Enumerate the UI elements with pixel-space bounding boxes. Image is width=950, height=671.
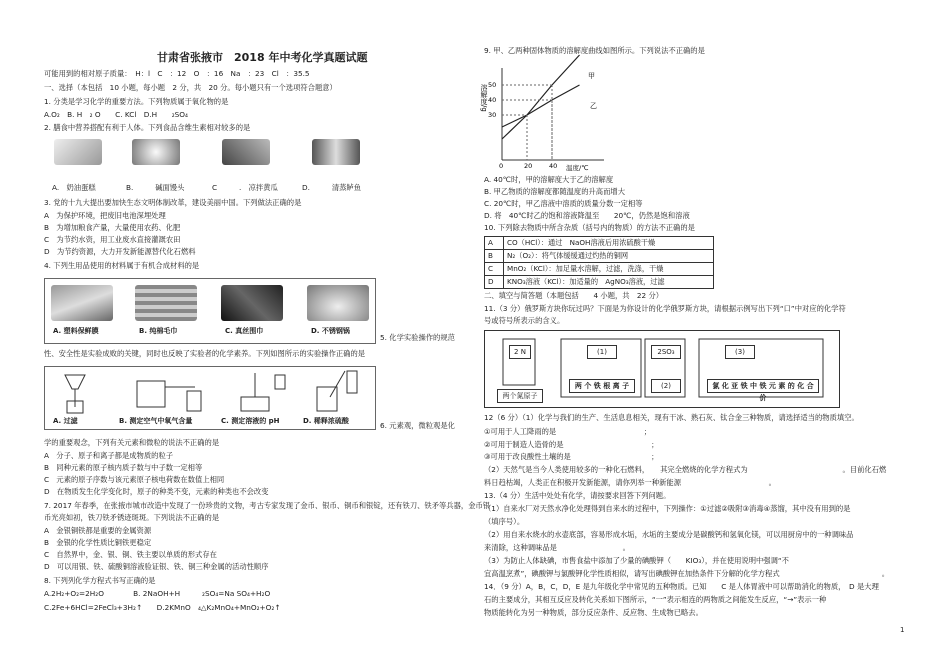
table-cell: CO（HCl）：通过 NaOH溶液后用浓硫酸干燥 — [504, 237, 714, 250]
question-11-continued: 号或符号所表示的含义。 — [484, 316, 565, 325]
q9-option-b: B. 甲乙物质的溶解度都随温度的升高而增大 — [484, 187, 625, 196]
question-14: 14．（9 分）A，B，C，D，E 是九年级化学中常见的五种物质。已知 C 是人体胃液中可以帮助消化的物质， D 是大理 — [484, 582, 879, 591]
question-7: 7. 2017 年春季，在张掖市城市改造中发现了一份珍贵的文物，考古专家发现了金币、银币、铜币和银锭，还有铁刀、铁矛等兵器，金币银 — [44, 501, 491, 510]
section-one-heading: 一、选择（本包括 10 小题，每小题 2 分，共 20 分。每小题只有一个选项符合题意） — [44, 83, 337, 92]
page-number: 1 — [900, 626, 905, 634]
tetris-2-top: (1) — [587, 345, 617, 359]
tetris-1-top: 2 N — [509, 345, 531, 359]
series-yi-curve — [502, 85, 580, 127]
q3-option-d: D 为节约资源，大力开发新能源替代化石燃料 — [44, 247, 196, 256]
tetris-diagram — [484, 330, 840, 408]
q10-table — [484, 236, 714, 289]
table-cell: B — [485, 250, 504, 263]
q12-part-3: ③可用于改良酸性土壤的是 ； — [484, 452, 659, 461]
atomic-masses: 可能用到的相对原子质量： H：l C ：12 O ：16 Na ：23 Cl ：35.5 — [44, 69, 310, 78]
q7-option-c: C 自然界中，金、银、铜、铁主要以单质的形式存在 — [44, 550, 217, 559]
series-jia-curve — [502, 55, 580, 139]
q6-option-c: C 元素的原子序数与该元素原子核电荷数在数值上相同 — [44, 475, 225, 484]
towel-image — [135, 285, 197, 321]
q13-part-1: （1）自来水厂对天然水净化处理得到自来水的过程中，下列操作：①过滤②吸附③消毒④蒸馏，其中没有用到的是 — [484, 504, 851, 513]
q5-caption-d: D. 稀释浓硫酸 — [303, 417, 349, 425]
q13-part-3-continued: 宜高温烹煮”，碘酸钾与氯酸钾化学性质相似，请写出碘酸钾在加热条件下分解的化学方程式 。 — [484, 569, 890, 578]
silk-scarf-image — [221, 285, 283, 321]
q2-food-images — [44, 137, 364, 177]
table-cell: A — [485, 237, 504, 250]
question-8: 8. 下列列化学方程式书写正确的是 — [44, 576, 156, 585]
x-tick-label: 0 — [499, 162, 504, 170]
table-cell: KNO₃溶液（KCl）：加适量的 AgNO₃溶液，过滤 — [504, 276, 714, 289]
steel-pot-image — [307, 285, 369, 321]
x-tick-label: 40 — [549, 162, 558, 170]
chart-y-label: 溶解度/g — [480, 84, 488, 112]
question-6-start: 6. 元素观，微粒观是化 — [380, 421, 455, 430]
table-row — [485, 276, 714, 289]
table-row — [485, 237, 714, 250]
x-tick-label: 20 — [524, 162, 533, 170]
q13-part-2: （2）用自来水烧水的水壶底部，容易形成水垢，水垢的主要成分是碳酸钙和氢氧化镁，可以用厨房中的一种调味品 — [484, 530, 854, 539]
q13-part-2-continued: 来清除，这种调味品是 。 — [484, 543, 630, 552]
tetris-3-bottom: (2) — [651, 379, 681, 393]
y-tick-label: 30 — [488, 111, 497, 119]
tetris-3-top: 2SO₃ — [651, 345, 681, 359]
q6-option-d: D 在物质发生化学变化时，原子的种类不变，元素的种类也不会改变 — [44, 487, 269, 496]
question-3: 3. 党的十九大提出要加快生态文明体制改革，建设美丽中国。下列做法正确的是 — [44, 198, 302, 207]
table-cell: C — [485, 263, 504, 276]
q4-caption-d: D. 不锈钢锅 — [311, 327, 350, 335]
question-10: 10. 下列除去物质中所含杂质（括号内的物质）的方法不正确的是 — [484, 223, 695, 232]
question-12: 12（6 分）（1）化学与我们的生产、生活息息相关，现有干冰、熟石灰、钛合金三种物质，请选择适当的物质填空。 — [484, 413, 859, 422]
q4-caption-a: A. 塑料保鲜膜 — [53, 327, 99, 335]
question-9: 9. 甲、乙两种固体物质的溶解度曲线如图所示。下列说法不正确的是 — [484, 46, 705, 55]
q12-section-2: （2）天然气是当今人类使用较多的一种化石燃料， 其完全燃烧的化学方程式为 。目前化石燃 — [484, 465, 887, 474]
tetris-2-bottom: 两 个 铁 根 离 子 — [569, 379, 635, 393]
table-row — [485, 250, 714, 263]
table-cell: D — [485, 276, 504, 289]
q6-option-b: B 同种元素的原子核内质子数与中子数一定相等 — [44, 463, 203, 472]
q9-option-a: A. 40℃时，甲的溶解度大于乙的溶解度 — [484, 175, 614, 184]
fish-image — [312, 139, 360, 165]
q2-caption-a: A. 奶油蛋糕 — [52, 183, 96, 192]
section-two-heading: 二、填空与简答题（本题包括 4 小题，共 22 分） — [484, 291, 664, 300]
q5-caption-a: A. 过滤 — [53, 417, 78, 425]
y-tick-label: 50 — [488, 81, 497, 89]
q7-option-b: B 金银的化学性质比铜铁更稳定 — [44, 538, 152, 547]
question-13: 13.（4 分）生活中处处有化学，请按要求回答下列问题。 — [484, 491, 671, 500]
q5-caption-b: B. 测定空气中氧气含量 — [119, 417, 193, 425]
question-4: 4. 下列生用品使用的材料属于有机合成材料的是 — [44, 261, 200, 270]
question-6-continued: 学的重要观念，下列有关元素和微粒的说法不正确的是 — [44, 438, 220, 447]
y-tick-label: 40 — [488, 96, 497, 104]
q4-caption-c: C. 真丝围巾 — [225, 327, 264, 335]
q7-option-d: D 可以用银、铁、硫酸铜溶液验证银、铁、铜三种金属的活动性顺序 — [44, 562, 269, 571]
series-jia-label: 甲 — [588, 72, 595, 80]
tetris-4-top: (3) — [725, 345, 755, 359]
q2-caption-d: D. 清蒸鲈鱼 — [302, 183, 362, 192]
series-yi-label: 乙 — [590, 102, 597, 110]
q12-section-2-continued: 料日趋枯竭，人类正在积极开发新能源，请你列举一种新能源 。 — [484, 478, 776, 487]
q9-option-c: C. 20℃时，甲乙溶液中溶质的质量分数一定相等 — [484, 199, 643, 208]
question-5-start: 5. 化学实验操作的规范 — [380, 333, 455, 342]
plastic-wrap-image — [51, 285, 113, 321]
cucumber-image — [222, 139, 270, 165]
chart-x-label: 温度/℃ — [566, 164, 589, 172]
q6-option-a: A 分子、原子和离子都是成物质的粒子 — [44, 451, 174, 460]
solubility-chart — [480, 60, 614, 172]
q5-caption-c: C. 测定溶液的 pH — [221, 417, 280, 425]
question-14-end: 物质能转化为另一种物质，部分反应条件、反应物、生成物已略去。 — [484, 608, 703, 617]
q4-material-images — [44, 278, 376, 344]
q9-option-d: D. 将 40℃时乙的饱和溶液降温至 20℃，仍然是饱和溶液 — [484, 211, 690, 220]
question-2: 2. 膳食中营养搭配有利于人体。下列食品含维生素相对较多的是 — [44, 123, 251, 132]
q13-part-1-continued: （填序号）。 — [484, 517, 525, 526]
cake-image — [54, 139, 102, 165]
tetris-outline — [485, 331, 839, 407]
question-1: 1. 分类是学习化学的重要方法。下列物质属于氧化物的是 — [44, 97, 229, 106]
q3-option-a: A 为保护环境，把废旧电池深埋处理 — [44, 211, 166, 220]
table-cell: MnO₂（KCl）：加足量水溶解，过滤，洗涤，干燥 — [504, 263, 714, 276]
q3-option-b: B 为增加粮食产量，大量使用农药、化肥 — [44, 223, 181, 232]
q13-part-3: （3）为防止人体缺碘，市售食盐中添加了少量的碘酸钾（ KIO₃），并在使用说明中强调“不 — [484, 556, 789, 565]
q5-experiment-images — [44, 366, 376, 430]
tetris-4-bottom: 氯 化 亚 铁 中 铁 元 素 的 化 合 价 — [707, 379, 819, 393]
table-cell: N₂（O₂）：将气体缓缓通过灼热的铜网 — [504, 250, 714, 263]
q8-options-cd: C.2Fe+6HCl=2FeCl₃+3H₂↑ D.2KMnO ₄△K₂MnO₄+MnO₂+O₂↑ — [44, 603, 281, 612]
reference-dashes — [502, 85, 552, 160]
tetris-1-bottom: 两个氮原子 — [497, 389, 543, 403]
q4-caption-b: B. 纯棉毛巾 — [139, 327, 178, 335]
q2-caption-b: B. 碱面馒头 — [126, 183, 185, 192]
exam-title: 甘肃省张掖市 2018 年中考化学真题试题 — [157, 51, 368, 64]
question-7-continued: 币光亮如初，铁刀铁矛锈迹斑斑。下列说法不正确的是 — [44, 513, 220, 522]
q12-part-2: ②可用于制造人造骨的是 ； — [484, 440, 659, 449]
question-5-continued: 性、安全性是实验成败的关键，同时也反映了实验者的化学素养。下列如图所示的实验操作正确的是 — [44, 349, 366, 358]
q2-caption-c: C . 凉拌黄瓜 — [212, 183, 278, 192]
q7-option-a: A 金银铜铁都是重要的金属资源 — [44, 526, 152, 535]
question-11: 11.（3 分）俄罗斯方块你玩过吗？下面是为你设计的化学俄罗斯方块，请根据示例写出下列“口”中对应的化学符 — [484, 304, 846, 313]
q12-part-1: ①可用于人工降雨的是 ； — [484, 427, 652, 436]
q8-options-ab: A.2H₂+O₂=2H₂O B. 2NaOH+H ₂SO₄=Na SO₄+H₂O — [44, 589, 271, 598]
steamed-bun-image — [132, 139, 180, 165]
table-row — [485, 263, 714, 276]
question-14-continued: 石的主要成分，其相互反应及转化关系如下图所示，“一”表示相连的两物质之间能发生反应，“→”表示一种 — [484, 595, 827, 604]
question-1-options: A.O₂ B. H ₂ O C. KCl D.H ₂SO₄ — [44, 110, 188, 119]
q3-option-c: C 为节约水资，用工业废水直接灌溉农田 — [44, 235, 181, 244]
